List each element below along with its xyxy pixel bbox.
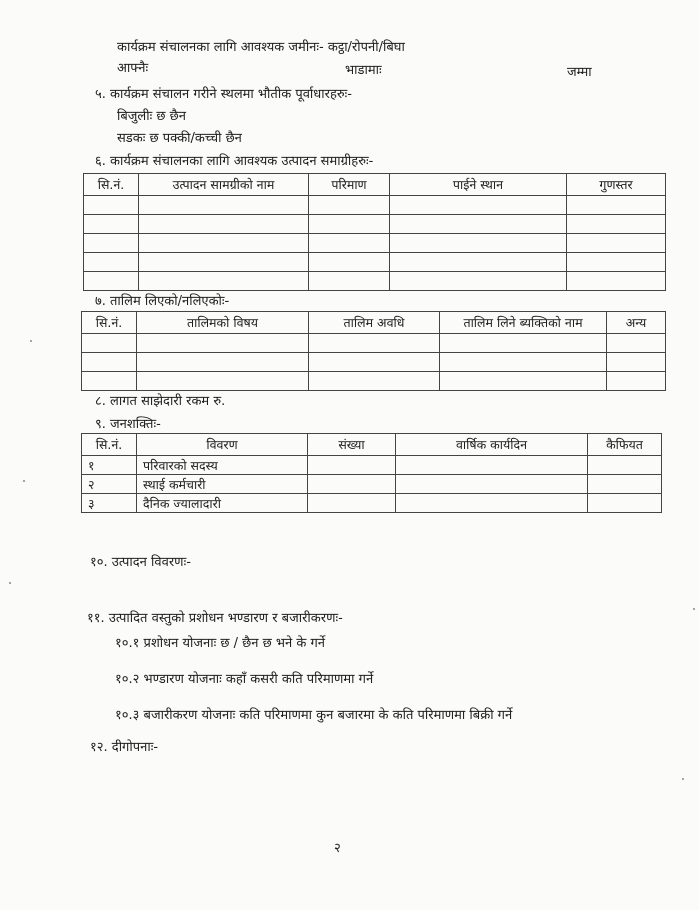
scan-speck: [693, 608, 695, 610]
cell[interactable]: [139, 196, 309, 215]
row-sn: १: [82, 456, 137, 475]
sec11-heading: ११. उत्पादित वस्तुको प्रशोधन भण्डारण र बजारीकरणः-: [87, 611, 343, 626]
cell[interactable]: [137, 372, 309, 391]
cell[interactable]: [567, 272, 666, 291]
col-other: अन्य: [607, 312, 666, 334]
col-sn: सि.नं.: [82, 434, 137, 456]
cell[interactable]: [139, 234, 309, 253]
table-row: [84, 196, 666, 215]
cell[interactable]: [390, 234, 567, 253]
table-row: [82, 456, 662, 475]
cell[interactable]: [82, 353, 137, 372]
col-sn: सि.नं.: [84, 174, 139, 196]
cell[interactable]: [440, 334, 607, 353]
cell[interactable]: [440, 372, 607, 391]
col-remarks: कैफियत: [588, 434, 662, 456]
scan-speck: [30, 340, 32, 342]
col-material-name: उत्पादन सामग्रीको नाम: [139, 174, 309, 196]
cell[interactable]: [139, 253, 309, 272]
cell[interactable]: [396, 475, 588, 494]
land-own-label: आफ्नैः: [117, 61, 149, 76]
cell[interactable]: [84, 234, 139, 253]
col-sn: सि.नं.: [82, 312, 137, 334]
cell[interactable]: [309, 372, 440, 391]
cell[interactable]: [390, 215, 567, 234]
cell[interactable]: [309, 215, 390, 234]
cell[interactable]: [309, 253, 390, 272]
cell[interactable]: [440, 353, 607, 372]
cell[interactable]: [308, 475, 396, 494]
page-number: २: [334, 841, 341, 856]
col-trainee-name: तालिम लिने ब्यक्तिको नाम: [440, 312, 607, 334]
col-quantity: परिमाण: [309, 174, 390, 196]
cell[interactable]: [309, 196, 390, 215]
cell[interactable]: [82, 372, 137, 391]
cell[interactable]: [308, 494, 396, 513]
sec11-storage-plan: १०.२ भण्डारण योजनाः कहाँ कसरी कति परिमाणमा गर्ने: [115, 672, 374, 687]
cell[interactable]: [588, 475, 662, 494]
table-row: [82, 334, 666, 353]
cell[interactable]: [607, 353, 666, 372]
sec5-heading: ५. कार्यक्रम संचालन गरीने स्थलमा भौतीक पूर्वाधारहरुः-: [95, 87, 352, 102]
cell[interactable]: [137, 353, 309, 372]
sec10-heading: १०. उत्पादन विवरणः-: [90, 555, 191, 570]
cell[interactable]: [588, 494, 662, 513]
table-row: [82, 372, 666, 391]
sec11-processing-plan: १०.१ प्रशोधन योजनाः छ / छैन छ भने के गर्ने: [115, 636, 325, 651]
sec8-heading: ८. लागत साझेदारी रकम रु.: [95, 394, 226, 409]
cell[interactable]: [607, 372, 666, 391]
cell[interactable]: [84, 196, 139, 215]
cell[interactable]: [607, 334, 666, 353]
manpower-table: [81, 433, 662, 513]
col-annual-workdays: वार्षिक कार्यदिन: [396, 434, 588, 456]
cell[interactable]: [84, 215, 139, 234]
col-count: संख्या: [308, 434, 396, 456]
cell[interactable]: [396, 494, 588, 513]
cell[interactable]: [84, 272, 139, 291]
table-row: [84, 272, 666, 291]
sec7-heading: ७. तालिम लिएको/नलिएकोः-: [95, 294, 230, 309]
scan-speck: [23, 480, 25, 482]
col-description: विवरण: [137, 434, 308, 456]
scan-speck: [682, 778, 684, 780]
table-row: [82, 494, 662, 513]
cell[interactable]: [308, 456, 396, 475]
cell[interactable]: [567, 253, 666, 272]
table-row: [84, 215, 666, 234]
cell[interactable]: [567, 215, 666, 234]
cell[interactable]: [390, 253, 567, 272]
cell[interactable]: [390, 272, 567, 291]
col-training-subject: तालिमको विषय: [137, 312, 309, 334]
land-total-label: जम्मा: [567, 65, 592, 80]
sec9-heading: ९. जनशक्तिः-: [95, 417, 161, 432]
row-description: स्थाई कर्मचारी: [137, 475, 308, 494]
col-quality: गुणस्तर: [567, 174, 666, 196]
cell[interactable]: [139, 272, 309, 291]
cell[interactable]: [567, 196, 666, 215]
cell[interactable]: [309, 353, 440, 372]
cell[interactable]: [309, 334, 440, 353]
row-description: परिवारको सदस्य: [137, 456, 308, 475]
sec6-heading: ६. कार्यक्रम संचालनका लागि आवश्यक उत्पादन समाग्रीहरुः-: [95, 154, 374, 169]
table-row: [84, 234, 666, 253]
land-heading: कार्यक्रम संचालनका लागि आवश्यक जमीनः- कट्ठा/रोपनी/बिघा: [117, 40, 405, 55]
col-source-location: पाईने स्थान: [390, 174, 567, 196]
production-materials-table: [83, 173, 666, 291]
cell[interactable]: [137, 334, 309, 353]
land-rent-label: भाडामाः: [345, 63, 382, 78]
cell[interactable]: [588, 456, 662, 475]
cell[interactable]: [139, 215, 309, 234]
row-sn: २: [82, 475, 137, 494]
sec12-heading: १२. दीगोपनाः-: [90, 740, 159, 755]
cell[interactable]: [309, 234, 390, 253]
sec5-electricity: बिजुलीः छ छैन: [117, 109, 186, 124]
sec11-marketing-plan: १०.३ बजारीकरण योजनाः कति परिमाणमा कुन बजारमा के कति परिमाणमा बिक्री गर्ने: [115, 708, 513, 723]
cell[interactable]: [309, 272, 390, 291]
cell[interactable]: [396, 456, 588, 475]
cell[interactable]: [84, 253, 139, 272]
sec5-road: सडकः छ पक्की/कच्ची छैन: [117, 131, 242, 146]
table-row: [82, 353, 666, 372]
scan-speck: [9, 582, 11, 584]
col-training-duration: तालिम अवधि: [309, 312, 440, 334]
row-sn: ३: [82, 494, 137, 513]
row-description: दैनिक ज्यालादारी: [137, 494, 308, 513]
training-table: [81, 311, 666, 391]
cell[interactable]: [82, 334, 137, 353]
cell[interactable]: [567, 234, 666, 253]
table-row: [82, 475, 662, 494]
table-row: [84, 253, 666, 272]
cell[interactable]: [390, 196, 567, 215]
